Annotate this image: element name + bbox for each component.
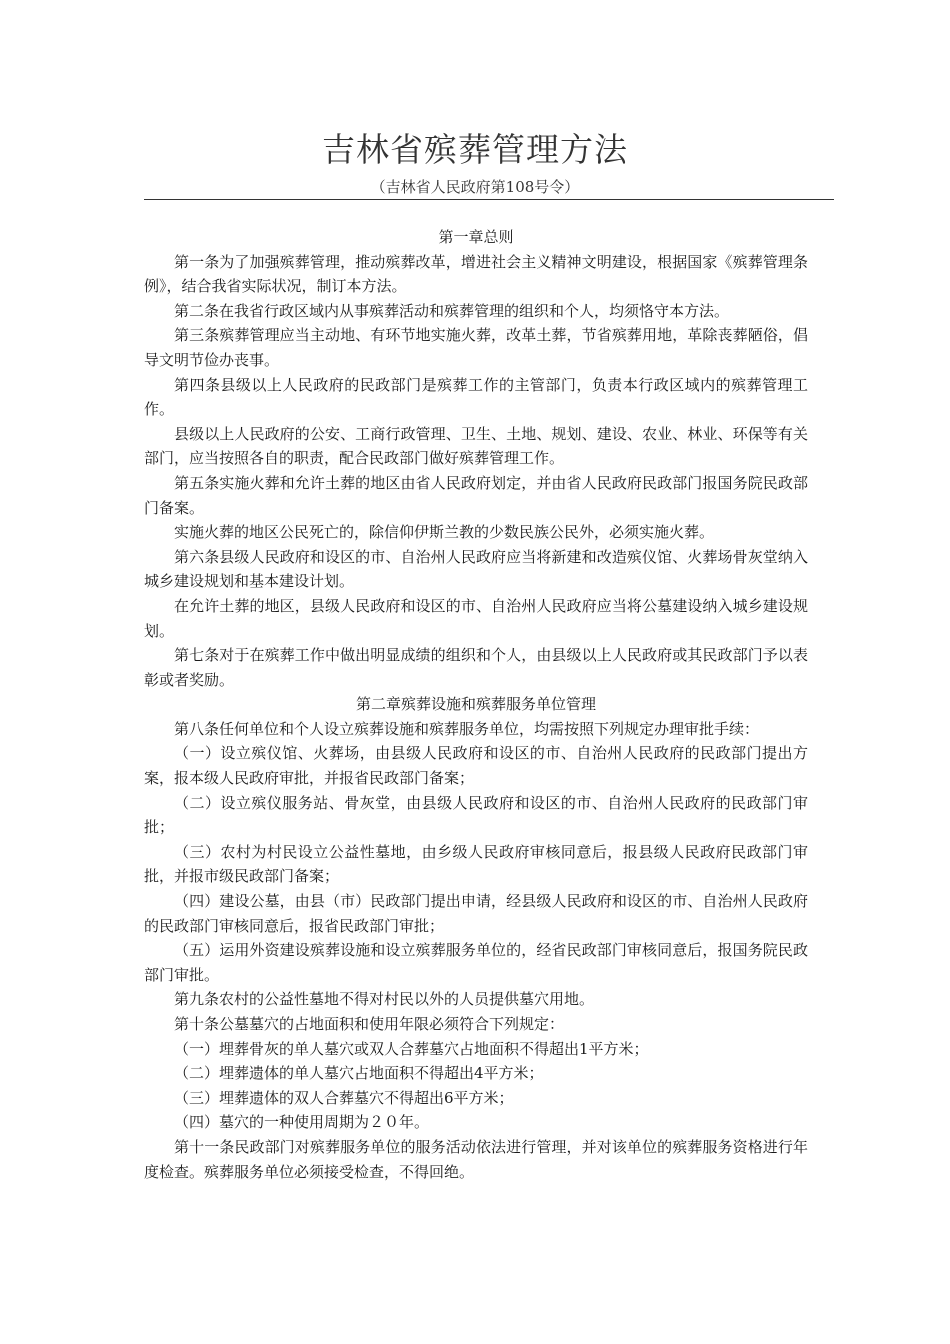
article-paragraph: （二）设立殡仪服务站、骨灰堂，由县级人民政府和设区的市、自治州人民政府的民政部门审批； xyxy=(144,793,808,837)
article-paragraph: 第三条殡葬管理应当主动地、有环节地实施火葬，改革土葬，节省殡葬用地，革除丧葬陋俗，倡导文明节俭办丧事。 xyxy=(144,326,808,369)
article-paragraph: （四）墓穴的一种使用周期为２０年。 xyxy=(174,1113,430,1132)
article-paragraph: （四）建设公墓，由县（市）民政部门提出申请，经县级人民政府和设区的市、自治州人民政府的民政部门审核同意后，报省民政部门审批； xyxy=(144,892,808,935)
article-paragraph: （一）设立殡仪馆、火葬场，由县级人民政府和设区的市、自治州人民政府的民政部门提出方案，报本级人民政府审批，并报省民政部门备案； xyxy=(144,744,808,788)
article-paragraph: 第二条在我省行政区域内从事殡葬活动和殡葬管理的组织和个人，均须恪守本方法。 xyxy=(174,301,730,320)
document-body xyxy=(144,225,808,1184)
article-paragraph: （二）埋葬遗体的单人墓穴占地面积不得超出4平方米； xyxy=(174,1064,544,1083)
chapter-heading: 第二章殡葬设施和殡葬服务单位管理 xyxy=(355,695,596,714)
document-title: 吉林省殡葬管理方法 xyxy=(322,130,628,169)
article-paragraph: （一）埋葬骨灰的单人墓穴或双人合葬墓穴占地面积不得超出1平方米； xyxy=(174,1039,649,1058)
chapter-heading: 第一章总则 xyxy=(438,228,514,246)
article-paragraph: 第五条实施火葬和允许土葬的地区由省人民政府划定，并由省人民政府民政部门报国务院民政部门备案。 xyxy=(144,473,808,517)
document-subtitle: （吉林省人民政府第108号令） xyxy=(370,178,580,196)
article-paragraph: 第七条对于在殡葬工作中做出明显成绩的组织和个人，由县级以上人民政府或其民政部门予以表彰或者奖励。 xyxy=(144,646,808,689)
article-paragraph: 第十一条民政部门对殡葬服务单位的服务活动依法进行管理，并对该单位的殡葬服务资格进行年度检查。殡葬服务单位必须接受检查，不得回绝。 xyxy=(144,1137,808,1181)
article-paragraph: （五）运用外资建设殡葬设施和设立殡葬服务单位的，经省民政部门审核同意后，报国务院民政部门审批。 xyxy=(144,941,808,984)
article-paragraph: 第六条县级人民政府和设区的市、自治州人民政府应当将新建和改造殡仪馆、火葬场骨灰堂纳入城乡建设规划和基本建设计划。 xyxy=(144,547,808,591)
article-paragraph: 第八条任何单位和个人设立殡葬设施和殡葬服务单位，均需按照下列规定办理审批手续： xyxy=(174,719,760,738)
article-paragraph: 第九条农村的公益性墓地不得对村民以外的人员提供墓穴用地。 xyxy=(174,990,595,1009)
article-paragraph: （三）农村为村民设立公益性墓地，由乡级人民政府审核同意后，报县级人民政府民政部门审批，并报市级民政部门备案； xyxy=(144,842,808,886)
title-divider xyxy=(144,199,834,200)
article-paragraph: （三）埋葬遗体的双人合葬墓穴不得超出6平方米； xyxy=(174,1088,514,1107)
article-paragraph: 第四条县级以上人民政府的民政部门是殡葬工作的主管部门，负责本行政区域内的殡葬管理工作。 xyxy=(144,375,808,419)
article-paragraph: 县级以上人民政府的公安、工商行政管理、卫生、土地、规划、建设、农业、林业、环保等有关部门，应当按照各自的职责，配合民政部门做好殡葬管理工作。 xyxy=(144,424,808,468)
article-paragraph: 实施火葬的地区公民死亡的，除信仰伊斯兰教的少数民族公民外，必须实施火葬。 xyxy=(174,523,715,542)
article-paragraph: 第一条为了加强殡葬管理，推动殡葬改革，增进社会主义精神文明建设，根据国家《殡葬管理条例》，结合我省实际状况，制订本方法。 xyxy=(144,252,808,296)
article-paragraph: 第十条公墓墓穴的占地面积和使用年限必须符合下列规定： xyxy=(174,1015,565,1033)
article-paragraph: 在允许土葬的地区，县级人民政府和设区的市、自治州人民政府应当将公墓建设纳入城乡建设规划。 xyxy=(144,596,808,640)
